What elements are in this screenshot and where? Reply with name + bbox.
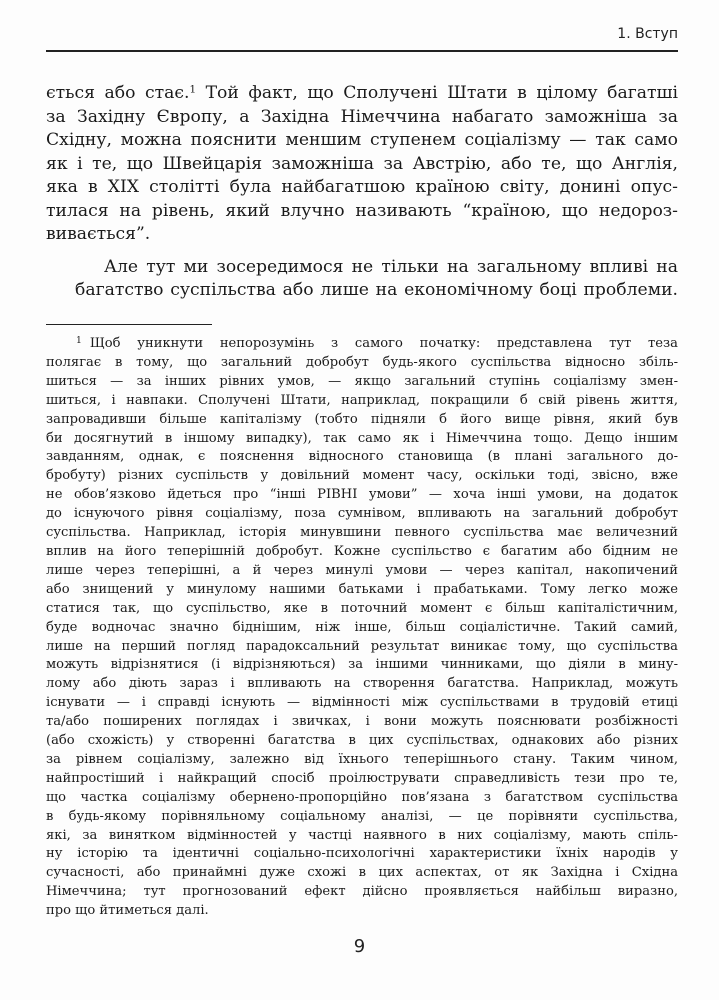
footnote-line: про що йтиметься далі. — [46, 903, 209, 919]
paragraph-1 — [46, 82, 678, 247]
text-line: як і те, що Швейцарія заможніша за Австрію, або те, що Англія, — [46, 153, 678, 174]
footnote-line: що частка соціалізму обернено-пропорційно пов’язана з багатством суспільства — [46, 789, 678, 805]
footnote-line: не обов’язково йдеться про “інші РІВНІ умови” — хоча інші умови, на додаток — [46, 487, 678, 503]
footnote-line: за рівнем соціалізму, залежно від їхнього теперішнього стану. Таким чином, — [46, 751, 678, 767]
footnote-line: ну історію та ідентичні соціально-психологічні характеристики їхніх народів у — [46, 846, 678, 862]
footnote-line: завданням, однак, є пояснення відносного становища (в плані загального до- — [46, 449, 678, 465]
main-text — [46, 82, 678, 303]
page-number: 9 — [353, 936, 366, 957]
text-line: за Західну Європу, а Західна Німеччина набагато заможніша за — [46, 106, 678, 127]
running-head: 1. Вступ — [617, 26, 678, 42]
footnote-line: запровадивши більше капіталізму (тобто підняли б його вище рівня, який був — [46, 411, 678, 427]
footnote-line: та/або поширених поглядах і звичках, і вони можуть пояснювати розбіжності — [46, 714, 678, 730]
footnote-reference[interactable]: 1 — [189, 83, 197, 96]
footnote-divider — [46, 324, 212, 325]
footnote-line: можуть відрізнятися (і відрізняються) за іншими чинниками, що діяли в мину- — [46, 657, 678, 673]
footnote-line: які, за винятком відмінностей у частці наявного в них соціалізму, мають спіль- — [46, 827, 678, 843]
text-line: тилася на рівень, який влучно називають “країною, що недороз- — [46, 200, 678, 221]
footnote-line: найпростіший і найкращий спосіб проілюструвати справедливість тези про те, — [46, 770, 678, 786]
paragraph-2 — [46, 256, 678, 303]
footnote-line: $^1$ Щоб уникнути непорозумінь з самого початку: представлена тут теза — [76, 334, 678, 351]
footnote-line: статися так, що суспільство, яке в поточний момент є більш капіталістичним, — [46, 600, 678, 616]
header-rule — [46, 50, 678, 52]
footnote-line: шиться, і навпаки. Сполучені Штати, наприклад, покращили б свій рівень життя, — [46, 392, 678, 408]
text-line: Східну, можна пояснити меншим ступенем соціалізму — так само — [46, 130, 678, 150]
footnote-line: (або схожість) у створенні багатства в цих суспільствах, однакових або різних — [46, 733, 678, 749]
text-line: ється або стає.$^1$ Той факт, що Сполучені Штати в цілому багатші — [46, 83, 678, 103]
footnote-line: існувати — і справді існують — відмінності між суспільствами в трудовій етиці — [46, 695, 678, 711]
footnote-line: сучасності, або принаймні дуже схожі в цих аспектах, от як Західна і Східна — [46, 865, 678, 881]
footnote-line: лише через теперішні, а й через минулі умови — через капітал, накопичений — [46, 562, 678, 578]
text-line: багатство суспільства або лише на економічному боці проблеми. — [75, 280, 678, 300]
footnote-line: лише на перший погляд парадоксальний результат виникає тому, що суспільства — [46, 638, 678, 654]
footnote-line: би досягнутий в іншому випадку), так само як і Німеччина тощо. Дещо іншим — [46, 430, 678, 446]
footnote-line: вплив на його теперішній добробут. Кожне суспільство є багатим або бідним не — [46, 543, 678, 559]
footnote-1 — [46, 335, 678, 921]
footnote-line: буде водночас значно біднішим, ніж інше, більш соціалістичне. Такий самий, — [46, 619, 678, 635]
footnote-line: лому або діють зараз і впливають на створення багатства. Наприклад, можуть — [46, 676, 678, 692]
footnote-line: або знищений у минулому нашими батьками і прабатьками. Тому легко може — [46, 581, 678, 597]
footnote-line: суспільства. Наприклад, історія минувшини певного суспільства має величезний — [46, 525, 678, 541]
footnote-line: бробуту) різних суспільств у довільний момент часу, оскільки тоді, звісно, вже — [46, 468, 678, 484]
footnote-line: шиться — за інших рівних умов, — якщо загальний ступінь соціалізму змен- — [46, 373, 678, 389]
footnote-marker: 1 — [76, 334, 82, 346]
footnote-line: Німеччина; тут прогнозований ефект дійсно проявляється найбільш виразно, — [46, 884, 678, 900]
footnote-line: полягає в тому, що загальний добробут будь-якого суспільства відносно збіль- — [46, 354, 678, 370]
footnote-line: в будь-якому порівняльному соціальному аналізі, — це порівняти суспільства, — [46, 808, 678, 824]
footnote-line: до існуючого рівня соціалізму, поза сумнівом, впливають на загальний добробут — [46, 506, 678, 522]
text-line: яка в XIX столітті була найбагатшою країною світу, донині опус- — [46, 177, 678, 197]
text-line: Але тут ми зосередимося не тільки на загальному впливі на — [104, 256, 678, 277]
text-line: вивається”. — [46, 224, 151, 244]
